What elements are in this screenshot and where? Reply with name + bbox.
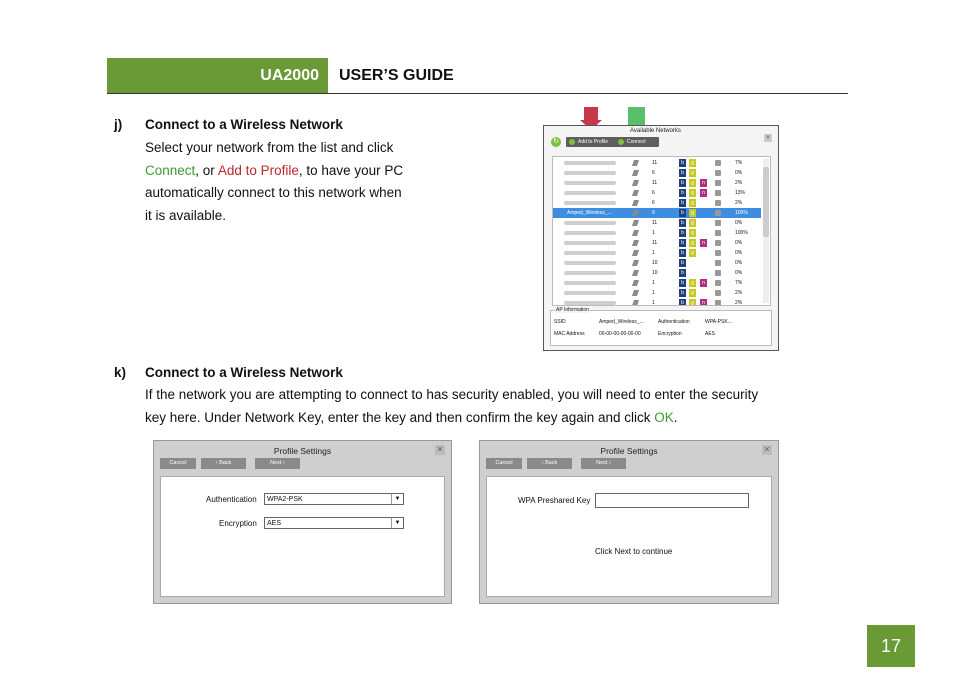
network-signal: 2%	[735, 300, 743, 306]
network-signal: 13%	[735, 190, 746, 196]
step-k-line1: If the network you are attempting to connect to has security enabled, you will need to enter the security	[145, 387, 759, 402]
lock-icon	[715, 170, 721, 176]
lock-icon	[715, 190, 721, 196]
lock-icon	[715, 260, 721, 266]
add-icon	[569, 139, 575, 145]
lock-icon	[715, 280, 721, 286]
mode-b-badge: b	[679, 189, 686, 197]
wifi-signal-icon	[632, 190, 639, 196]
wifi-signal-icon	[632, 160, 639, 166]
mode-b-badge: b	[679, 159, 686, 167]
dialog-title: Profile Settings	[600, 446, 658, 456]
window-title: Available Networks	[630, 128, 681, 134]
mode-b-badge: b	[679, 249, 686, 257]
mode-b-badge: b	[679, 229, 686, 237]
connect-link: Connect	[145, 162, 196, 178]
mode-g-badge: g	[689, 159, 696, 167]
network-channel: 1	[652, 280, 655, 286]
cancel-button[interactable]: Cancel	[160, 458, 196, 469]
network-list	[552, 156, 771, 306]
network-row[interactable]	[553, 238, 761, 248]
network-signal: 2%	[735, 290, 743, 296]
enc-value: AES	[705, 331, 716, 337]
network-row[interactable]	[553, 258, 761, 268]
lock-icon	[715, 270, 721, 276]
dialog-body	[160, 476, 445, 597]
network-ssid-blurred	[564, 171, 616, 175]
step-j-line2: Connect, or Add to Profile, to have your PC	[145, 162, 404, 178]
wifi-signal-icon	[632, 230, 639, 236]
network-signal: 0%	[735, 270, 743, 276]
wifi-signal-icon	[632, 180, 639, 186]
network-row[interactable]	[553, 278, 761, 288]
mode-b-badge: b	[679, 269, 686, 277]
mode-b-badge: b	[679, 219, 686, 227]
network-row[interactable]	[553, 228, 761, 238]
refresh-icon[interactable]: ↻	[551, 137, 561, 147]
lock-icon	[715, 250, 721, 256]
lock-icon	[715, 160, 721, 166]
chevron-down-icon: ▼	[391, 494, 403, 504]
add-to-profile-button[interactable]: Add to Profile	[566, 137, 620, 147]
lock-icon	[715, 210, 721, 216]
page-number: 17	[867, 625, 915, 667]
network-ssid-blurred	[564, 231, 616, 235]
add-to-profile-link: Add to Profile	[217, 162, 299, 178]
network-signal: 0%	[735, 170, 743, 176]
connect-icon	[618, 139, 624, 145]
preshared-key-label: WPA Preshared Key	[518, 496, 591, 505]
network-signal: 2%	[735, 200, 743, 206]
wifi-signal-icon	[632, 220, 639, 226]
lock-icon	[715, 290, 721, 296]
network-ssid-blurred	[564, 291, 616, 295]
mode-g-badge: g	[689, 189, 696, 197]
network-row[interactable]	[553, 188, 761, 198]
dialog-title: Profile Settings	[273, 446, 332, 456]
network-channel: 1	[652, 300, 655, 306]
close-icon[interactable]: ✕	[436, 445, 444, 454]
network-row[interactable]	[553, 158, 761, 168]
mode-g-badge: g	[689, 279, 696, 287]
wifi-signal-icon	[632, 280, 639, 286]
chevron-right-icon: ›	[607, 460, 611, 466]
connect-button[interactable]: Connect	[615, 137, 659, 147]
wifi-signal-icon	[632, 200, 639, 206]
mode-n-badge: n	[700, 299, 707, 306]
close-icon[interactable]: ✕	[763, 445, 771, 454]
wifi-signal-icon	[632, 300, 639, 306]
network-ssid-blurred	[564, 221, 616, 225]
profile-settings-dialog-2	[479, 440, 779, 604]
network-signal: 2%	[735, 180, 743, 186]
network-row[interactable]	[553, 168, 761, 178]
authentication-label: Authentication	[206, 495, 257, 504]
close-icon[interactable]: ✕	[765, 135, 771, 141]
lock-icon	[715, 230, 721, 236]
chevron-down-icon: ▼	[391, 518, 403, 528]
mode-n-badge: n	[700, 179, 707, 187]
mode-b-badge: b	[679, 179, 686, 187]
mode-g-badge: g	[689, 229, 696, 237]
mode-g-badge: g	[689, 299, 696, 306]
mode-n-badge: n	[700, 239, 707, 247]
network-row[interactable]	[553, 208, 761, 218]
auth-value: WPA-PSK...	[705, 319, 732, 325]
mode-n-badge: n	[700, 189, 707, 197]
back-button[interactable]: ‹ Back	[527, 458, 572, 469]
network-channel: 6	[652, 190, 655, 196]
network-ssid-blurred	[564, 301, 616, 305]
auth-label: Authentication	[658, 319, 690, 325]
mode-g-badge: g	[689, 289, 696, 297]
ssid-value: Amped_Wireless_...	[599, 319, 644, 325]
wifi-signal-icon	[632, 240, 639, 246]
step-j-heading: Connect to a Wireless Network	[145, 117, 343, 132]
header-rule	[107, 93, 848, 94]
network-signal: 7%	[735, 160, 743, 166]
back-button[interactable]: ‹ Back	[201, 458, 246, 469]
wifi-signal-icon	[632, 260, 639, 266]
wifi-signal-icon	[632, 250, 639, 256]
step-k-heading: Connect to a Wireless Network	[145, 365, 343, 380]
network-signal: 100%	[735, 230, 748, 236]
network-channel: 9	[652, 210, 655, 216]
next-button[interactable]: Next ›	[255, 458, 300, 469]
network-channel: 10	[652, 260, 658, 266]
preshared-key-input[interactable]	[595, 493, 749, 508]
header-title: USER’S GUIDE	[339, 67, 454, 84]
network-row[interactable]	[553, 298, 761, 306]
red-arrow-marker	[584, 107, 598, 120]
network-signal: 7%	[735, 280, 743, 286]
network-channel: 11	[652, 160, 658, 166]
scrollbar-thumb[interactable]	[763, 167, 769, 237]
authentication-select[interactable]: WPA2-PSK ▼	[264, 493, 404, 505]
network-signal: 0%	[735, 260, 743, 266]
lock-icon	[715, 200, 721, 206]
mode-g-badge: g	[689, 219, 696, 227]
step-j-line3: automatically connect to this network when	[145, 185, 402, 200]
network-channel: 6	[652, 170, 655, 176]
mac-label: MAC Address	[554, 331, 585, 337]
mac-value: 00-00-00-00-00-00	[599, 331, 641, 337]
lock-icon	[715, 220, 721, 226]
dialog-body	[486, 476, 772, 597]
lock-icon	[715, 240, 721, 246]
network-channel: 11	[652, 180, 658, 186]
next-button[interactable]: Next ›	[581, 458, 626, 469]
network-row[interactable]	[553, 178, 761, 188]
step-j-paragraph	[145, 137, 403, 227]
mode-g-badge: g	[689, 209, 696, 217]
lock-icon	[715, 180, 721, 186]
network-ssid-blurred	[564, 271, 616, 275]
encryption-label: Encryption	[219, 519, 257, 528]
network-signal: 0%	[735, 240, 743, 246]
cancel-button[interactable]: Cancel	[486, 458, 522, 469]
network-ssid-blurred	[564, 201, 616, 205]
step-j-line4: it is available.	[145, 207, 227, 223]
mode-g-badge: g	[689, 249, 696, 257]
chevron-right-icon: ›	[281, 460, 285, 466]
network-channel: 6	[652, 200, 655, 206]
step-k-paragraph	[145, 384, 845, 429]
encryption-select[interactable]: AES ▼	[264, 517, 404, 529]
network-channel: 11	[652, 240, 658, 246]
network-row[interactable]	[553, 288, 761, 298]
mode-g-badge: g	[689, 169, 696, 177]
continue-hint: Click Next to continue	[595, 547, 673, 556]
mode-g-badge: g	[689, 199, 696, 207]
mode-b-badge: b	[679, 209, 686, 217]
mode-b-badge: b	[679, 259, 686, 267]
network-ssid-blurred	[564, 181, 616, 185]
chevron-left-icon: ‹	[541, 460, 546, 466]
network-ssid: Amped_Wireless_...	[567, 210, 612, 216]
wifi-signal-icon	[632, 290, 639, 296]
step-j-line1: Select your network from the list and click	[145, 140, 394, 155]
network-ssid-blurred	[564, 191, 616, 195]
available-networks-window	[543, 125, 779, 351]
network-signal: 0%	[735, 250, 743, 256]
enc-label: Encryption	[658, 331, 682, 337]
network-channel: 1	[652, 290, 655, 296]
network-row[interactable]	[553, 248, 761, 258]
network-ssid-blurred	[564, 161, 616, 165]
mode-b-badge: b	[679, 299, 686, 306]
network-channel: 1	[652, 230, 655, 236]
wifi-signal-icon	[632, 170, 639, 176]
mode-b-badge: b	[679, 289, 686, 297]
network-ssid-blurred	[564, 261, 616, 265]
wifi-signal-icon	[632, 270, 639, 276]
step-k-letter: k)	[114, 365, 127, 380]
step-j-letter: j)	[114, 117, 123, 132]
network-row[interactable]	[553, 198, 761, 208]
step-k-line2: key here. Under Network Key, enter the key and then confirm the key again and click OK.	[145, 409, 678, 425]
mode-b-badge: b	[679, 169, 686, 177]
mode-n-badge: n	[700, 279, 707, 287]
ap-info-legend: AP Information	[556, 307, 589, 313]
network-signal: 0%	[735, 220, 743, 226]
network-channel: 1	[652, 250, 655, 256]
network-channel: 10	[652, 270, 658, 276]
mode-g-badge: g	[689, 179, 696, 187]
ssid-label: SSID	[554, 319, 566, 325]
mode-g-badge: g	[689, 239, 696, 247]
profile-settings-dialog-1	[153, 440, 452, 604]
network-ssid-blurred	[564, 281, 616, 285]
ok-link: OK	[654, 409, 674, 425]
ap-information-panel	[550, 307, 772, 346]
network-ssid-blurred	[564, 251, 616, 255]
wifi-signal-icon	[632, 210, 639, 216]
network-ssid-blurred	[564, 241, 616, 245]
chevron-left-icon: ‹	[215, 460, 220, 466]
header-model: UA2000	[260, 67, 319, 84]
mode-b-badge: b	[679, 239, 686, 247]
green-marker	[628, 107, 645, 127]
network-channel: 11	[652, 220, 658, 226]
network-row[interactable]	[553, 218, 761, 228]
mode-b-badge: b	[679, 199, 686, 207]
mode-b-badge: b	[679, 279, 686, 287]
network-row[interactable]	[553, 268, 761, 278]
network-signal: 100%	[735, 210, 748, 216]
lock-icon	[715, 300, 721, 306]
